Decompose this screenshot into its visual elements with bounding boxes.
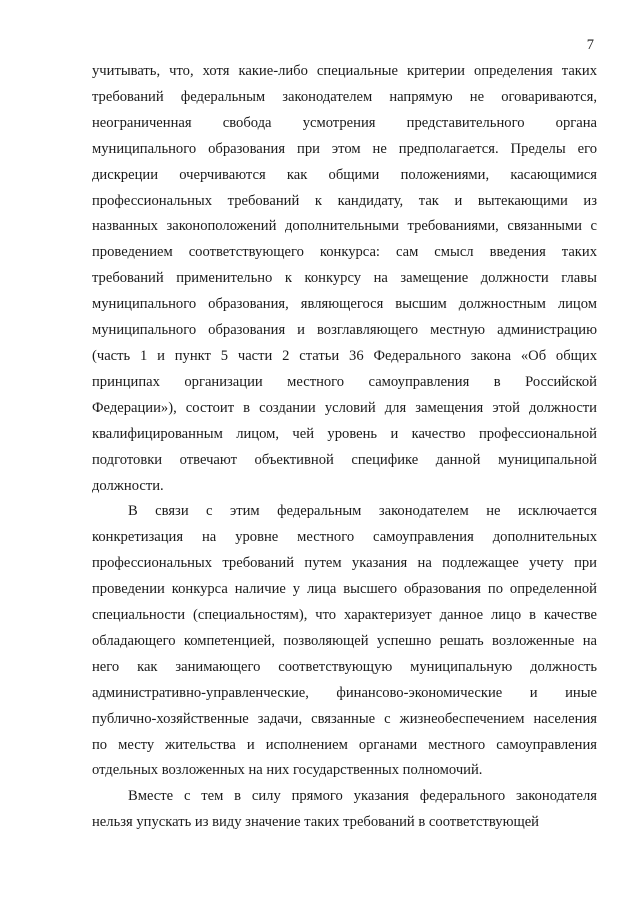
text-line: него как занимающего соответствующую муниципальную должность [92,658,597,675]
text-line: квалифицированным лицом, чей уровень и качество профессиональной [92,425,597,442]
paragraph [92,784,597,836]
text-line: учитывать, что, хотя какие-либо специальные критерии определения таких [92,63,597,79]
text-line: проведении конкурса наличие у лица высшего образования по определенной [92,581,597,598]
paragraph [92,499,597,784]
document-body [92,59,597,836]
text-line: муниципального образования при этом не предполагается. Пределы его [92,140,597,157]
text-line: обладающего компетенцией, позволяющей успешно решать возложенные на [92,632,597,649]
text-line: Федерации»), состоит в создании условий для замещения этой должности [92,399,597,416]
text-line: неограниченная свобода усмотрения представительного органа [92,114,597,131]
text-line: профессиональных требований к кандидату, так и вытекающими из [92,192,597,209]
page-number: 7 [586,37,594,53]
text-line: требований федеральным законодателем напрямую не оговариваются, [92,88,597,105]
text-line: по месту жительства и исполнением органами местного самоуправления [92,736,597,753]
text-line: (часть 1 и пункт 5 части 2 статьи 36 Федерального закона «Об общих [92,347,597,364]
text-line: Вместе с тем в силу прямого указания федерального законодателя [128,788,597,805]
text-line: названных законоположений дополнительными требованиями, связанными с [92,218,597,235]
text-line: публично-хозяйственные задачи, связанные с жизнеобеспечением населения [92,710,597,727]
text-line: подготовки отвечают объективной специфике данной муниципальной [92,451,597,468]
text-line: отдельных возложенных на них государственных полномочий. [92,762,483,779]
text-line: требований применительно к конкурсу на замещение должности главы [92,270,597,287]
text-line: нельзя упускать из виду значение таких требований в соответствующей [92,814,539,831]
text-line: должности. [92,477,164,494]
text-line: административно-управленческие, финансово-экономические и иные [92,684,597,701]
text-line: муниципального образования, являющегося высшим должностным лицом [92,296,597,313]
text-line: проведением соответствующего конкурса: сам смысл введения таких [92,244,597,261]
text-line: принципах организации местного самоуправления в Российской [92,373,597,390]
text-line: конкретизация на уровне местного самоуправления дополнительных [92,529,597,546]
text-line: муниципального образования и возглавляющего местную администрацию [92,322,597,339]
text-line: В связи с этим федеральным законодателем не исключается [128,503,597,520]
text-line: профессиональных требований путем указания на подлежащее учету при [92,555,597,572]
paragraph [92,59,597,499]
text-line: специальности (специальностям), что характеризует данное лицо в качестве [92,607,597,624]
text-line: дискреции очерчиваются как общими положениями, касающимися [92,166,597,183]
